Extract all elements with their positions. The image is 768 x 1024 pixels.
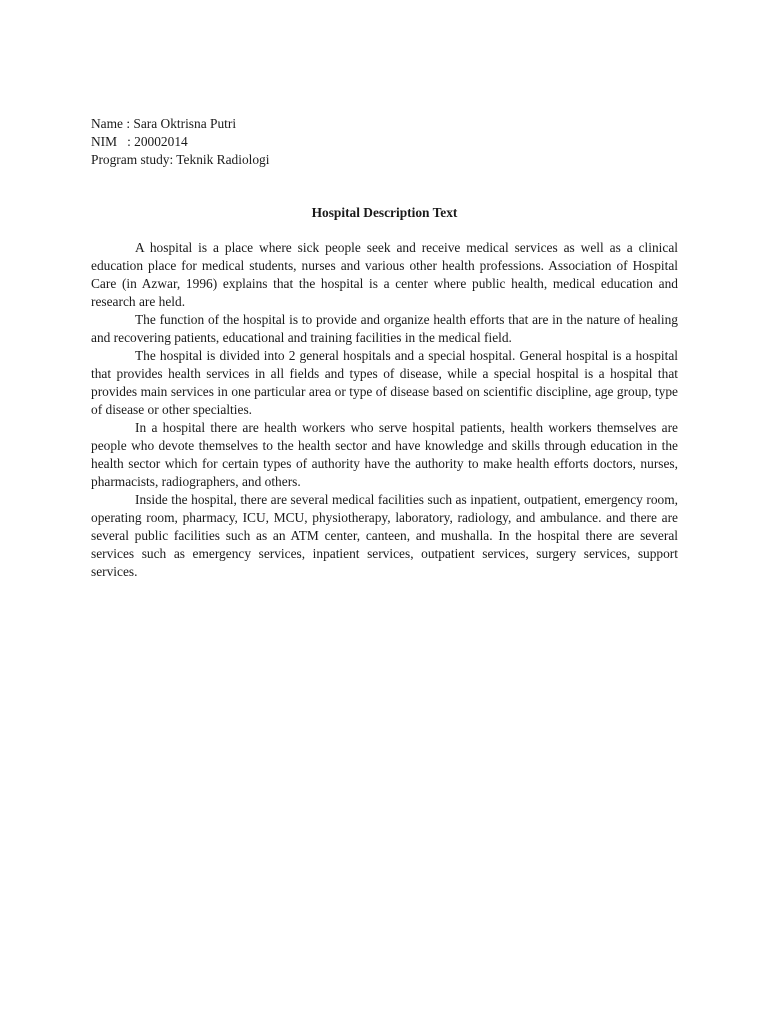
student-info	[91, 115, 269, 169]
paragraph-definition: A hospital is a place where sick people seek and receive medical services as well as a clinical education place for medical students, nurses and various other health professions. Association of Hospital Care (in Azwar, 1996) explains that the hospital is a center where public health, medical education and research are held.	[91, 240, 678, 309]
document-body	[91, 239, 678, 581]
document-title: Hospital Description Text	[311, 205, 458, 220]
paragraph-types: The hospital is divided into 2 general hospitals and a special hospital. General hospital is a hospital that provides health services in all fields and types of disease, while a special hospital is a hospital that provides main services in one particular area or type of disease based on scientific discipline, age group, type of disease or other specialties.	[91, 348, 678, 417]
student-name: Name : Sara Oktrisna Putri	[91, 116, 237, 131]
paragraph-health-workers: In a hospital there are health workers who serve hospital patients, health workers themselves are people who devote themselves to the health sector and have knowledge and skills through education in the health sector which for certain types of authority have the authority to make health efforts doctors, nurses, pharmacists, radiographers, and others.	[91, 420, 678, 489]
paragraph-facilities: Inside the hospital, there are several medical facilities such as inpatient, outpatient, emergency room, operating room, pharmacy, ICU, MCU, physiotherapy, laboratory, radiology, and ambulance. and there are several public facilities such as an ATM center, canteen, and mushalla. In the hospital there are several services such as emergency services, inpatient services, outpatient services, surgery services, support services.	[91, 492, 678, 579]
program-study: Program study: Teknik Radiologi	[91, 152, 270, 167]
paragraph-function: The function of the hospital is to provide and organize health efforts that are in the nature of healing and recovering patients, educational and training facilities in the medical field.	[91, 312, 678, 345]
student-nim: NIM : 20002014	[91, 134, 188, 149]
